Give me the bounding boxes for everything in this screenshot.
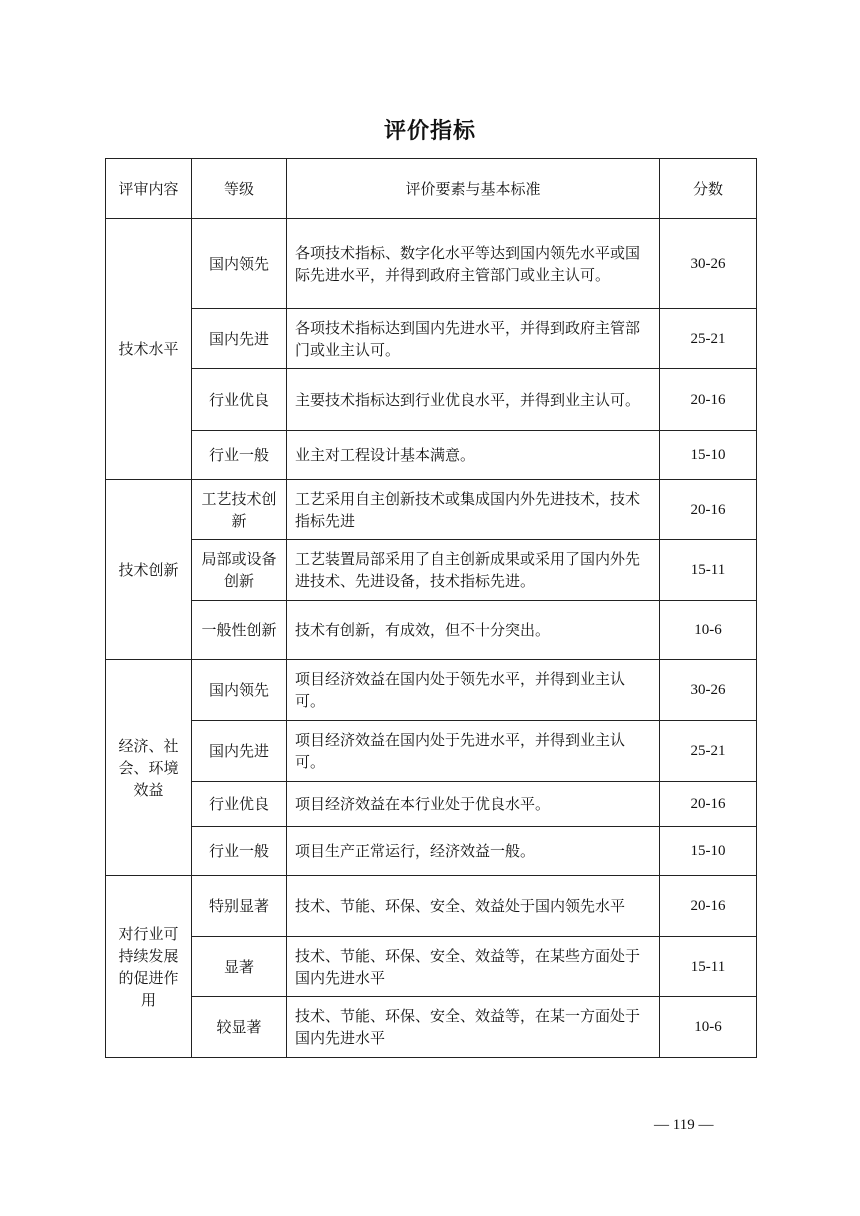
table-row xyxy=(106,309,757,369)
score-cell: 20-16 xyxy=(660,480,757,540)
table-row xyxy=(106,876,757,937)
level-cell: 行业优良 xyxy=(192,369,287,431)
level-cell: 较显著 xyxy=(192,997,287,1058)
header-content: 评审内容 xyxy=(106,159,192,219)
level-cell: 特别显著 xyxy=(192,876,287,937)
table-row xyxy=(106,369,757,431)
score-cell: 25-21 xyxy=(660,721,757,782)
criteria-cell: 技术、节能、环保、安全、效益等，在某些方面处于国内先进水平 xyxy=(287,937,660,997)
table-row xyxy=(106,660,757,721)
criteria-cell: 项目生产正常运行，经济效益一般。 xyxy=(287,827,660,876)
criteria-cell: 技术、节能、环保、安全、效益等，在某一方面处于国内先进水平 xyxy=(287,997,660,1058)
category-cell: 对行业可持续发展的促进作用 xyxy=(106,876,192,1058)
table-row xyxy=(106,937,757,997)
score-cell: 30-26 xyxy=(660,219,757,309)
table-header-row xyxy=(106,159,757,219)
criteria-cell: 项目经济效益在本行业处于优良水平。 xyxy=(287,782,660,827)
level-cell: 国内先进 xyxy=(192,721,287,782)
score-cell: 25-21 xyxy=(660,309,757,369)
level-cell: 一般性创新 xyxy=(192,601,287,660)
page-number: — 119 — xyxy=(654,1117,714,1133)
level-cell: 行业优良 xyxy=(192,782,287,827)
criteria-cell: 项目经济效益在国内处于领先水平，并得到业主认可。 xyxy=(287,660,660,721)
score-cell: 15-11 xyxy=(660,937,757,997)
level-cell: 局部或设备创新 xyxy=(192,540,287,601)
criteria-cell: 各项技术指标达到国内先进水平，并得到政府主管部门或业主认可。 xyxy=(287,309,660,369)
category-cell: 经济、社会、环境效益 xyxy=(106,660,192,876)
score-cell: 15-10 xyxy=(660,827,757,876)
criteria-cell: 各项技术指标、数字化水平等达到国内领先水平或国际先进水平，并得到政府主管部门或业主认可。 xyxy=(287,219,660,309)
table-row xyxy=(106,480,757,540)
header-criteria: 评价要素与基本标准 xyxy=(287,159,660,219)
level-cell: 工艺技术创新 xyxy=(192,480,287,540)
score-cell: 15-11 xyxy=(660,540,757,601)
table-row xyxy=(106,601,757,660)
criteria-cell: 工艺装置局部采用了自主创新成果或采用了国内外先进技术、先进设备，技术指标先进。 xyxy=(287,540,660,601)
score-cell: 20-16 xyxy=(660,876,757,937)
table-row xyxy=(106,827,757,876)
score-cell: 20-16 xyxy=(660,782,757,827)
table-row xyxy=(106,540,757,601)
score-cell: 20-16 xyxy=(660,369,757,431)
page-title: 评价指标 xyxy=(383,119,476,144)
table-row xyxy=(106,782,757,827)
evaluation-table xyxy=(105,158,757,1058)
score-cell: 10-6 xyxy=(660,601,757,660)
criteria-cell: 项目经济效益在国内处于先进水平，并得到业主认可。 xyxy=(287,721,660,782)
category-cell: 技术水平 xyxy=(106,219,192,480)
category-cell: 技术创新 xyxy=(106,480,192,660)
header-score: 分数 xyxy=(660,159,757,219)
criteria-cell: 主要技术指标达到行业优良水平，并得到业主认可。 xyxy=(287,369,660,431)
level-cell: 行业一般 xyxy=(192,827,287,876)
level-cell: 国内先进 xyxy=(192,309,287,369)
table-row xyxy=(106,721,757,782)
score-cell: 15-10 xyxy=(660,431,757,480)
level-cell: 国内领先 xyxy=(192,219,287,309)
level-cell: 行业一般 xyxy=(192,431,287,480)
criteria-cell: 业主对工程设计基本满意。 xyxy=(287,431,660,480)
table-row xyxy=(106,431,757,480)
level-cell: 国内领先 xyxy=(192,660,287,721)
score-cell: 30-26 xyxy=(660,660,757,721)
criteria-cell: 技术有创新，有成效，但不十分突出。 xyxy=(287,601,660,660)
score-cell: 10-6 xyxy=(660,997,757,1058)
criteria-cell: 工艺采用自主创新技术或集成国内外先进技术，技术指标先进 xyxy=(287,480,660,540)
level-cell: 显著 xyxy=(192,937,287,997)
table-row xyxy=(106,219,757,309)
header-level: 等级 xyxy=(192,159,287,219)
table-row xyxy=(106,997,757,1058)
criteria-cell: 技术、节能、环保、安全、效益处于国内领先水平 xyxy=(287,876,660,937)
